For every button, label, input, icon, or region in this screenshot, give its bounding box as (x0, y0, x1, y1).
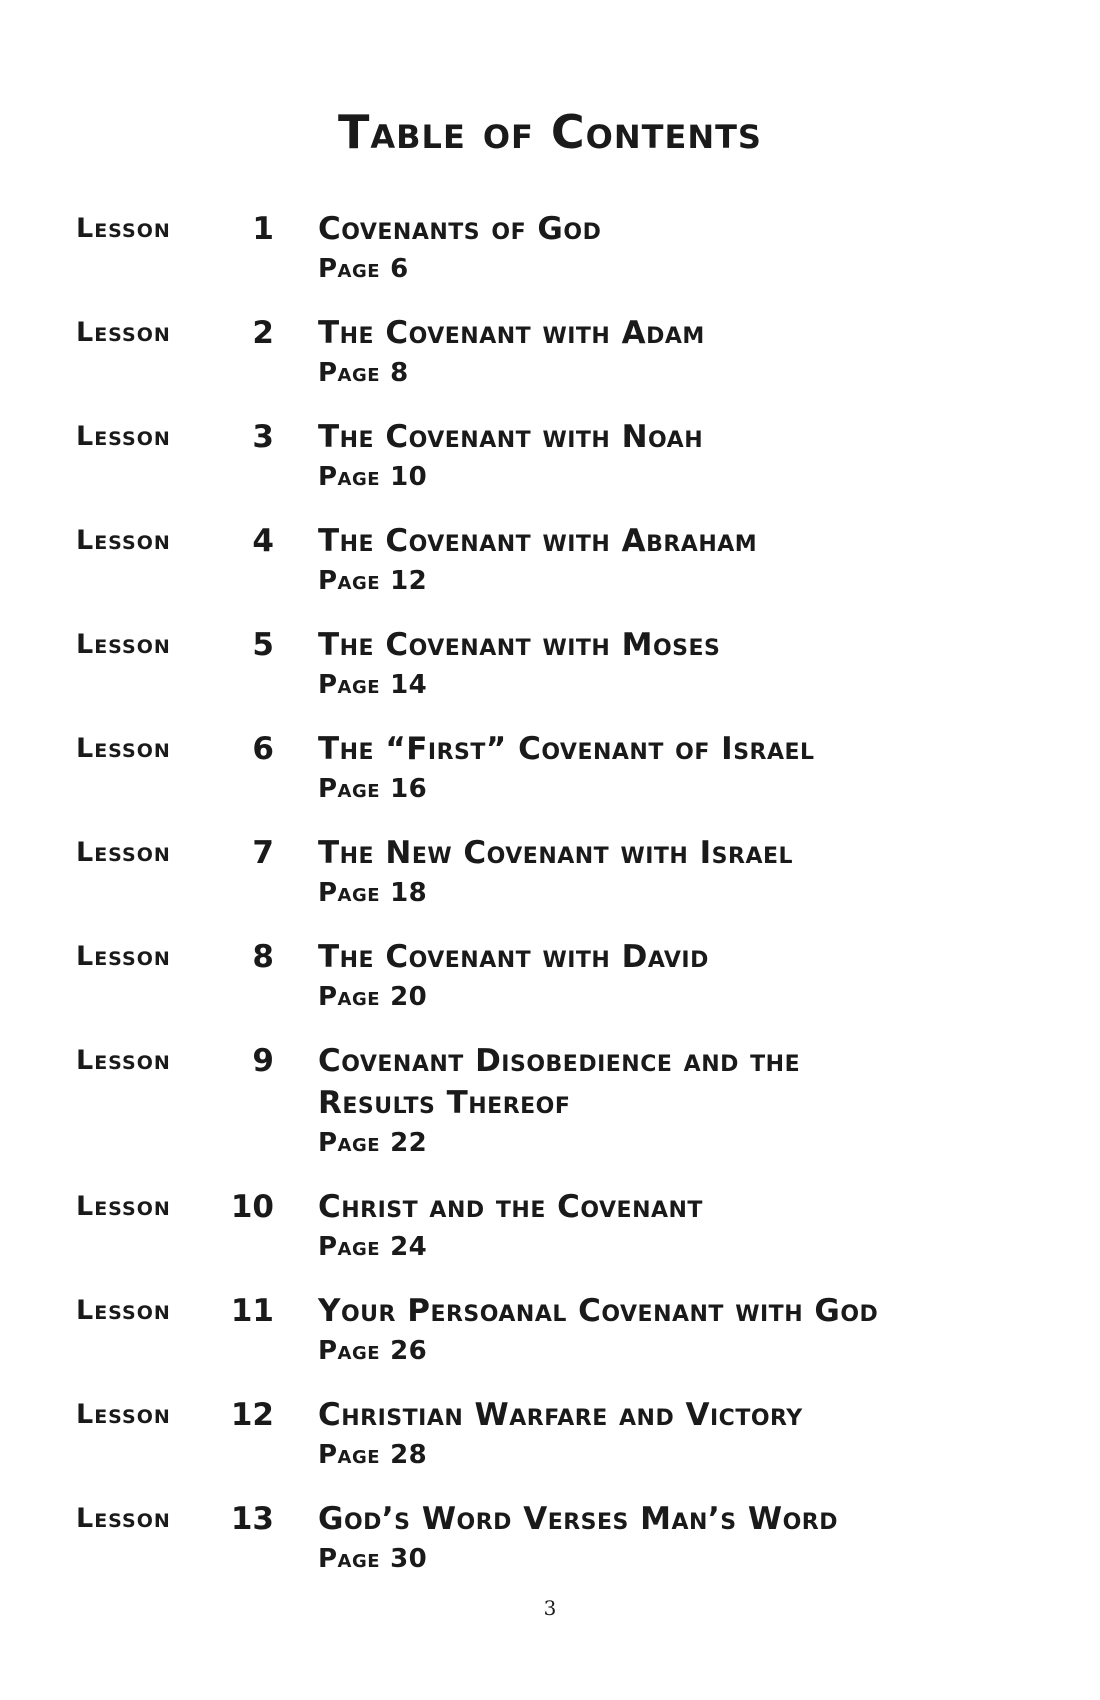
toc-entry (76, 1394, 976, 1474)
lesson-number: 8 (252, 939, 274, 975)
lesson-title: Covenants of God (318, 211, 602, 247)
toc-entry (76, 936, 976, 1016)
page-number-ref: 24 (390, 1232, 428, 1262)
page-number-ref: 12 (390, 566, 428, 596)
lesson-page-ref (318, 1436, 803, 1474)
footer-page-number: 3 (543, 1596, 557, 1620)
page-number-ref: 26 (390, 1336, 428, 1366)
lesson-title: The Covenant with David (318, 939, 709, 975)
lesson-number: 9 (252, 1043, 274, 1079)
lesson-label: Lesson (76, 421, 171, 452)
lesson-page-ref (318, 1124, 800, 1162)
page-number-ref: 8 (390, 358, 409, 388)
lesson-label: Lesson (76, 213, 171, 244)
page-label: Page (318, 1544, 381, 1574)
page-number-ref: 18 (390, 878, 428, 908)
lesson-page-ref (318, 354, 705, 392)
lesson-title: The Covenant with Moses (318, 627, 721, 663)
table-of-contents (76, 208, 976, 1602)
lesson-label: Lesson (76, 1399, 171, 1430)
toc-entry (76, 624, 976, 704)
toc-entry (76, 1186, 976, 1266)
lesson-title: The Covenant with Adam (318, 315, 705, 351)
lesson-page-ref (318, 770, 815, 808)
lesson-title: The Covenant with Noah (318, 419, 704, 455)
page-label: Page (318, 982, 381, 1012)
lesson-title: Covenant Disobedience and the Results Thereof (318, 1043, 801, 1121)
page-number-ref: 22 (390, 1128, 428, 1158)
page-number-ref: 20 (390, 982, 428, 1012)
page-label: Page (318, 670, 381, 700)
lesson-title: Christ and the Covenant (318, 1189, 703, 1225)
lesson-page-ref (318, 978, 709, 1016)
lesson-page-ref (318, 1332, 878, 1370)
lesson-page-ref (318, 874, 793, 912)
lesson-number: 10 (230, 1189, 274, 1225)
lesson-label: Lesson (76, 837, 171, 868)
lesson-label: Lesson (76, 733, 171, 764)
lesson-page-ref (318, 1228, 703, 1266)
lesson-number: 1 (252, 211, 274, 247)
lesson-page-ref (318, 250, 601, 288)
lesson-label: Lesson (76, 525, 171, 556)
toc-entry (76, 1040, 976, 1162)
lesson-number: 12 (230, 1397, 274, 1433)
lesson-label: Lesson (76, 1045, 171, 1076)
lesson-label: Lesson (76, 1191, 171, 1222)
lesson-label: Lesson (76, 629, 171, 660)
lesson-number: 3 (252, 419, 274, 455)
toc-entry (76, 1498, 976, 1578)
page-number-ref: 6 (390, 254, 409, 284)
lesson-number: 11 (230, 1293, 274, 1329)
lesson-label: Lesson (76, 1503, 171, 1534)
page-label: Page (318, 254, 381, 284)
page-number-ref: 14 (390, 670, 428, 700)
toc-entry (76, 728, 976, 808)
page-label: Page (318, 1232, 381, 1262)
lesson-number: 6 (252, 731, 274, 767)
toc-entry (76, 208, 976, 288)
page-label: Page (318, 462, 381, 492)
page-label: Page (318, 1128, 381, 1158)
lesson-number: 13 (230, 1501, 274, 1537)
lesson-page-ref (318, 1540, 838, 1578)
toc-entry (76, 416, 976, 496)
page-label: Page (318, 878, 381, 908)
toc-entry (76, 1290, 976, 1370)
lesson-title: Your Persoanal Covenant with God (318, 1293, 879, 1329)
lesson-page-ref (318, 562, 757, 600)
toc-entry (76, 520, 976, 600)
page-label: Page (318, 566, 381, 596)
lesson-title: God’s Word Verses Man’s Word (318, 1501, 838, 1537)
lesson-label: Lesson (76, 1295, 171, 1326)
page-number-ref: 10 (390, 462, 428, 492)
lesson-number: 4 (252, 523, 274, 559)
page-label: Page (318, 774, 381, 804)
lesson-label: Lesson (76, 941, 171, 972)
lesson-label: Lesson (76, 317, 171, 348)
lesson-page-ref (318, 458, 703, 496)
page-title: Table of Contents (338, 105, 762, 159)
lesson-title: The New Covenant with Israel (318, 835, 794, 871)
page-label: Page (318, 1440, 381, 1470)
toc-entry (76, 312, 976, 392)
lesson-title: The “First” Covenant of Israel (318, 731, 815, 767)
page-number-ref: 16 (390, 774, 428, 804)
page-label: Page (318, 1336, 381, 1366)
page-number-ref: 30 (390, 1544, 428, 1574)
lesson-title: Christian Warfare and Victory (318, 1397, 803, 1433)
toc-entry (76, 832, 976, 912)
lesson-number: 5 (252, 627, 274, 663)
page-label: Page (318, 358, 381, 388)
lesson-page-ref (318, 666, 720, 704)
page-number-ref: 28 (390, 1440, 428, 1470)
lesson-number: 7 (252, 835, 274, 871)
lesson-title: The Covenant with Abraham (318, 523, 758, 559)
lesson-number: 2 (252, 315, 274, 351)
